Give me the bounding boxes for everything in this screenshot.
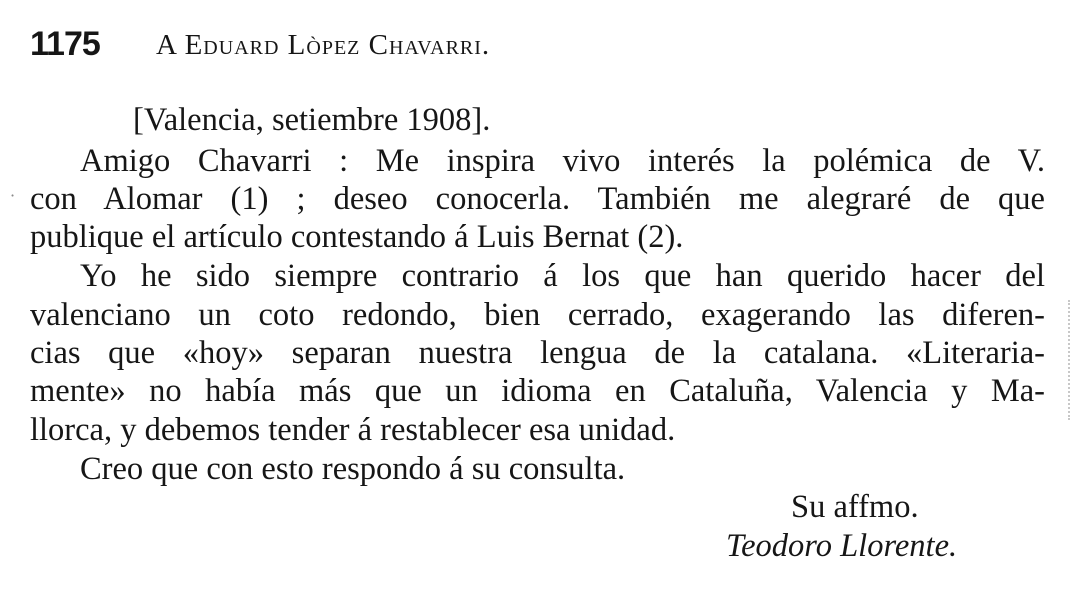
text-line: Amigo Chavarri : Me inspira vivo interés la polémica de V. xyxy=(80,143,1045,179)
scan-speck-mark: · xyxy=(10,186,16,205)
text-line: valenciano un coto redondo, bien cerrado, exagerando las diferen- xyxy=(30,297,1045,333)
text-line: con Alomar (1) ; deseo conocerla. También me alegraré de que xyxy=(30,181,1045,217)
text-line: cias que «hoy» separan nuestra lengua de la catalana. «Literaria- xyxy=(30,335,1045,371)
text-line: llorca, y debemos tender á restablecer esa unidad. xyxy=(30,412,676,448)
letter-signature: Teodoro Llorente. xyxy=(726,528,958,564)
letter-header xyxy=(30,22,1050,66)
letter-closing: Su affmo. xyxy=(791,489,919,525)
text-line: publique el artículo contestando á Luis Bernat (2). xyxy=(30,219,684,255)
text-line: Creo que con esto respondo á su consulta. xyxy=(80,451,626,487)
letter-recipient-heading: A Eduard Lòpez Chavarri. xyxy=(156,29,491,61)
scan-edge-mark xyxy=(1068,300,1076,420)
text-line: Yo he sido siempre contrario á los que han querido hacer del xyxy=(80,258,1045,294)
letter-number: 1175 xyxy=(30,25,100,63)
text-line: mente» no había más que un idioma en Cataluña, Valencia y Ma- xyxy=(30,373,1045,409)
letter-date: [Valencia, setiembre 1908]. xyxy=(133,102,491,138)
